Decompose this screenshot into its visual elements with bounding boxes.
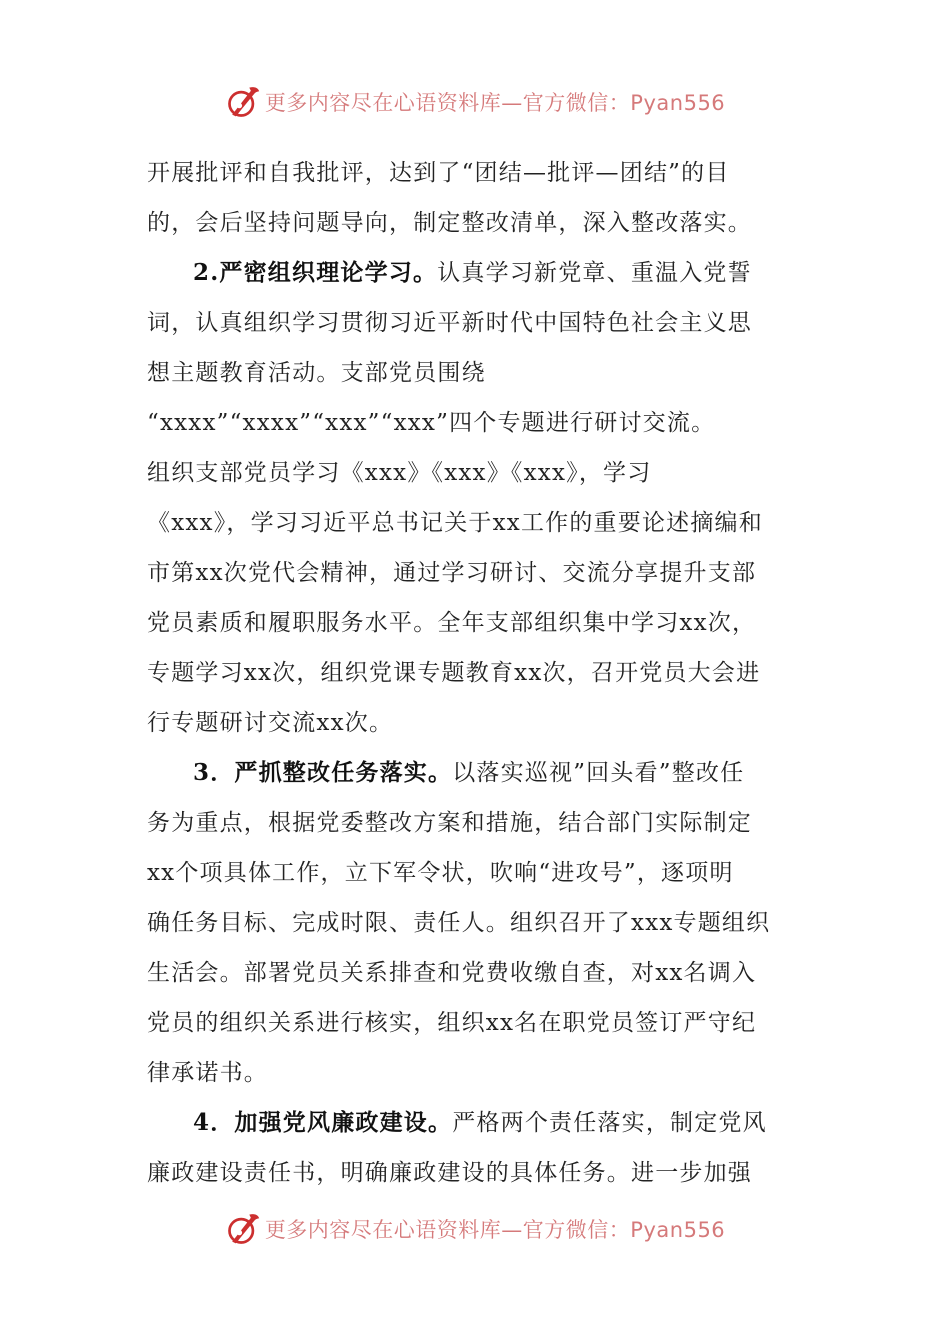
- document-body: [147, 148, 807, 1198]
- paragraph-line: 务为重点，根据党委整改方案和措施，结合部门实际制定: [147, 810, 752, 836]
- paragraph-line: 组织支部党员学习《xxx》《xxx》《xxx》，学习: [147, 460, 652, 486]
- footer-banner: [0, 1207, 950, 1251]
- paragraph-line: 开展批评和自我批评，达到了“团结—批评—团结”的目: [147, 160, 730, 186]
- paragraph-line: 廉政建设责任书，明确廉政建设的具体任务。进一步加强: [147, 1160, 752, 1186]
- paragraph-line: 词，认真组织学习贯彻习近平新时代中国特色社会主义思: [147, 310, 752, 336]
- header-banner: [0, 80, 950, 124]
- paragraph-line: 党员素质和履职服务水平。全年支部组织集中学习xx次，: [147, 610, 757, 636]
- section-2-text: 认真学习新党章、重温入党誓: [437, 260, 752, 286]
- paragraph-line: 党员的组织关系进行核实，组织xx名在职党员签订严守纪: [147, 1010, 757, 1036]
- paragraph-line: 确任务目标、完成时限、责任人。组织召开了xxx专题组织: [147, 910, 771, 936]
- footer-banner-text: 更多内容尽在心语资料库—官方微信：Pyan556: [264, 1218, 726, 1242]
- paragraph-line: 行专题研讨交流xx次。: [147, 710, 394, 736]
- paragraph-line: 生活会。部署党员关系排查和党费收缴自查，对xx名调入: [147, 960, 757, 986]
- section-3-heading: 3．严抓整改任务落实。: [193, 759, 453, 786]
- section-2-first-line: [147, 248, 807, 298]
- section-4-text: 严格两个责任落实，制定党风: [452, 1110, 767, 1136]
- quill-pen-logo-icon: [225, 1211, 261, 1247]
- paragraph-line: 想主题教育活动。支部党员围绕: [147, 360, 486, 386]
- section-3-text: 以落实巡视”回头看”整改任: [452, 760, 745, 786]
- paragraph-line: 的，会后坚持问题导向，制定整改清单，深入整改落实。: [147, 210, 752, 236]
- section-4-first-line: [147, 1098, 807, 1148]
- section-4-heading: 4．加强党风廉政建设。: [193, 1109, 453, 1136]
- paragraph-line: xx个项具体工作，立下军令状，吹响“进攻号”，逐项明: [147, 860, 734, 886]
- paragraph-line: 《xxx》，学习习近平总书记关于xx工作的重要论述摘编和: [147, 510, 763, 536]
- header-banner-text: 更多内容尽在心语资料库—官方微信：Pyan556: [264, 91, 726, 115]
- quill-pen-logo-icon: [225, 84, 261, 120]
- paragraph-line: 律承诺书。: [147, 1060, 268, 1086]
- paragraph-line: 市第xx次党代会精神，通过学习研讨、交流分享提升支部: [147, 560, 757, 586]
- paragraph-line: 专题学习xx次，组织党课专题教育xx次，召开党员大会进: [147, 660, 761, 686]
- section-3-first-line: [147, 748, 807, 798]
- section-2-heading: 2.严密组织理论学习。: [193, 259, 438, 286]
- paragraph-line: “xxxx”“xxxx”“xxx”“xxx”四个专题进行研讨交流。: [147, 410, 716, 436]
